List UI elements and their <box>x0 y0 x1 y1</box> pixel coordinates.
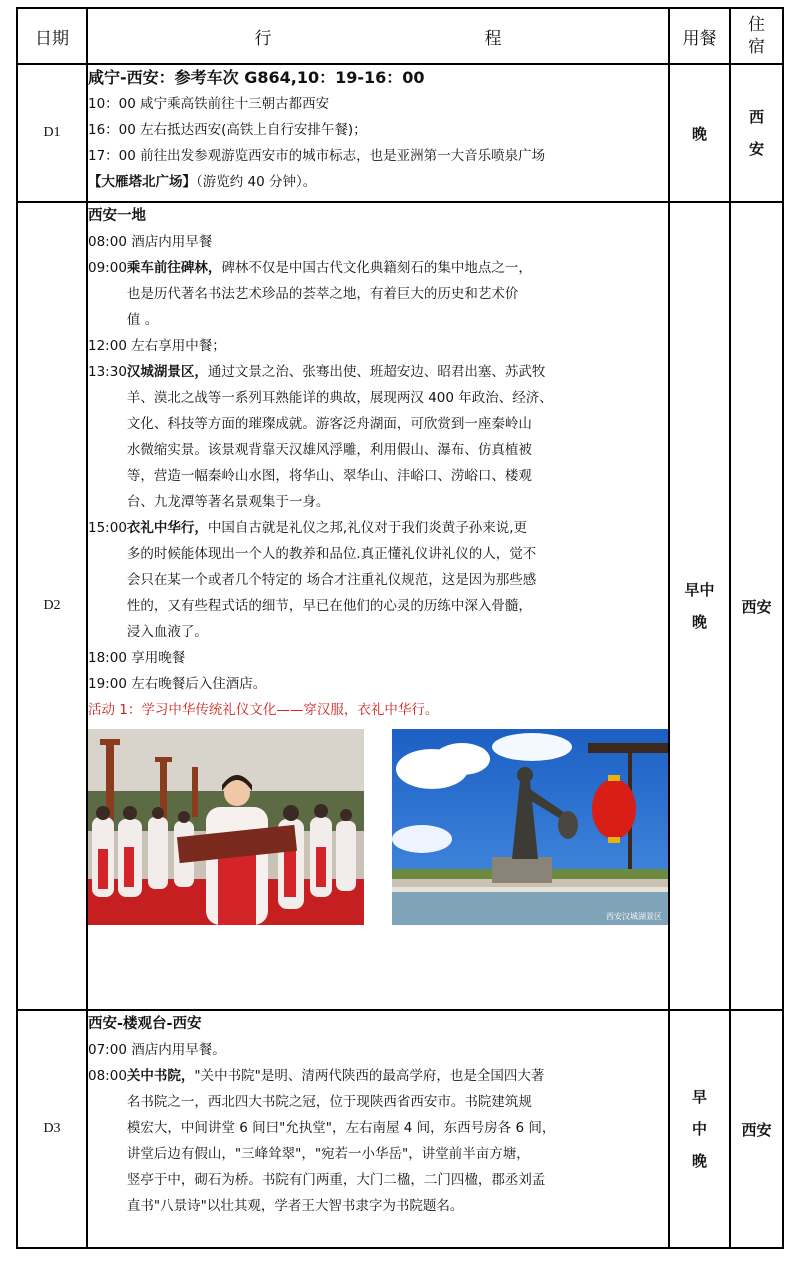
header-day: 日期 <box>17 8 87 64</box>
schedule-line: 18:00 享用晚餐 <box>88 650 186 666</box>
schedule-text: 中国自古就是礼仪之邦,礼仪对于我们炎黄子孙来说,更 <box>207 520 527 536</box>
schedule-text: 等，营造一幅秦岭山水图，将华山、翠华山、沣峪口、涝峪口、楼观 <box>126 468 532 484</box>
schedule-entry <box>88 359 668 515</box>
stay-char-1: 西 <box>748 108 764 126</box>
schedule-text: （游览约 40 分钟）。 <box>196 174 317 190</box>
itinerary-table <box>16 7 784 1249</box>
header-stay <box>730 8 783 64</box>
stay-cell <box>730 64 783 202</box>
meal-line-1: 早中 <box>684 581 715 599</box>
schedule-entry <box>88 1063 668 1219</box>
schedule-text: 名书院之一，西北四大书院之冠，位于现陕西省西安市。书院建筑规 <box>126 1094 532 1110</box>
schedule-text: 会只在某一个或者几个特定的 场合才注重礼仪规范，这是因为那些感 <box>126 572 537 588</box>
schedule-line: 16：00 左右抵达西安(高铁上自行安排午餐)； <box>88 122 367 138</box>
meal-line-2: 中 <box>691 1120 707 1138</box>
day-content <box>87 64 669 202</box>
schedule-entry <box>88 515 668 645</box>
schedule-text: 水微缩实景。该景观背靠天汉雄风浮雕，利用假山、瀑布、仿真植被 <box>126 442 532 458</box>
day-content <box>87 1010 669 1248</box>
attraction-name: 乘车前往碑林， <box>126 260 222 276</box>
day-title: 西安一地 <box>88 208 146 224</box>
attraction-name: 【大雁塔北广场】 <box>88 174 196 190</box>
schedule-text: 多的时候能体现出一个人的教养和品位.真正懂礼仪讲礼仪的人，觉不 <box>126 546 537 562</box>
header-stay-char-1: 住 <box>748 15 765 35</box>
header-itinerary <box>87 8 669 64</box>
meal-line-2: 晚 <box>691 613 707 631</box>
day-row-d3 <box>17 1010 783 1248</box>
schedule-time: 15:00 <box>88 520 127 536</box>
day-row-d2 <box>17 202 783 1010</box>
stay-char-2: 安 <box>748 140 764 158</box>
schedule-text: 竖亭于中，砌石为桥。书院有门两重，大门二楹，二门四楹，郡丞刘孟 <box>126 1172 546 1188</box>
schedule-text: 值 。 <box>126 312 159 328</box>
schedule-time: 08:00 <box>88 1068 127 1084</box>
day-content <box>87 202 669 1010</box>
attraction-name: 衣礼中华行， <box>126 520 208 536</box>
header-meal: 用餐 <box>669 8 730 64</box>
schedule-text: "关中书院"是明、清两代陕西的最高学府，也是全国四大著 <box>194 1068 545 1084</box>
schedule-text: 性的，又有些程式话的细节，早已在他们的心灵的历练中深入骨髓， <box>126 598 532 614</box>
schedule-entry <box>88 255 668 333</box>
day-title: 咸宁-西安：参考车次 G864,10：19-16：00 <box>88 68 425 87</box>
meal-line-1: 早 <box>691 1088 707 1106</box>
day-label: D3 <box>17 1010 87 1248</box>
header-itinerary-char-1: 行 <box>254 28 272 49</box>
schedule-line: 17：00 前往出发参观游览西安市的城市标志，也是亚洲第一大音乐喷泉广场 <box>88 148 546 164</box>
schedule-line: 12:00 左右享用中餐； <box>88 338 226 354</box>
stay-cell: 西安 <box>730 1010 783 1248</box>
schedule-text: 浸入血液了。 <box>126 624 208 640</box>
schedule-text: 台、九龙潭等著名景观集于一身。 <box>126 494 330 510</box>
schedule-time: 08:00 <box>88 234 132 250</box>
header-itinerary-char-2: 程 <box>484 28 502 49</box>
attraction-name: 汉城湖景区， <box>126 364 208 380</box>
schedule-line: 07:00 酒店内用早餐。 <box>88 1042 226 1058</box>
schedule-time: 13:30 <box>88 364 127 380</box>
day-label: D1 <box>17 64 87 202</box>
stay-cell: 西安 <box>730 202 783 1010</box>
hanfu-ceremony-photo <box>88 729 364 925</box>
photo-strip <box>88 729 668 925</box>
schedule-text: 也是历代著名书法艺术珍品的荟萃之地，有着巨大的历史和艺术价 <box>126 286 519 302</box>
schedule-line: 19:00 左右晚餐后入住酒店。 <box>88 676 267 692</box>
schedule-line <box>88 169 668 195</box>
activity-note: 活动 1：学习中华传统礼仪文化——穿汉服，衣礼中华行。 <box>88 702 439 718</box>
schedule-text: 通过文景之治、张骞出使、班超安边、昭君出塞、苏武牧 <box>207 364 546 380</box>
schedule-line: 10：00 咸宁乘高铁前往十三朝古都西安 <box>88 96 330 112</box>
schedule-time: 09:00 <box>88 260 127 276</box>
day-label: D2 <box>17 202 87 1010</box>
schedule-text: 羊、漠北之战等一系列耳熟能详的典故，展现两汉 400 年政治、经济、 <box>126 390 553 406</box>
meal-cell <box>669 202 730 1010</box>
schedule-text: 碑林不仅是中国古代文化典籍刻石的集中地点之一， <box>221 260 532 276</box>
photo-watermark: 西安汉城湖景区 <box>606 912 662 921</box>
schedule-text: 讲堂后边有假山，"三峰耸翠"，"宛若一小华岳"，讲堂前半亩方塘， <box>126 1146 530 1162</box>
schedule-text: 模宏大，中间讲堂 6 间曰"允执堂"，左右南屋 4 间，东西号房各 6 间， <box>126 1120 556 1136</box>
meal-cell <box>669 1010 730 1248</box>
schedule-text: 酒店内用早餐 <box>131 234 213 250</box>
schedule-text: 直书"八景诗"以壮其观，学者王大智书隶字为书院题名。 <box>126 1198 464 1214</box>
meal-cell: 晚 <box>669 64 730 202</box>
schedule-text: 文化、科技等方面的璀璨成就。游客泛舟湖面，可欣赏到一座秦岭山 <box>126 416 532 432</box>
meal-line-3: 晚 <box>691 1152 707 1170</box>
header-stay-char-2: 宿 <box>748 37 765 57</box>
day-row-d1 <box>17 64 783 202</box>
schedule-line <box>88 229 668 255</box>
hancheng-lake-photo <box>392 729 668 925</box>
attraction-name: 关中书院， <box>126 1068 195 1084</box>
header-row <box>17 8 783 64</box>
day-title: 西安-楼观台-西安 <box>88 1016 202 1032</box>
